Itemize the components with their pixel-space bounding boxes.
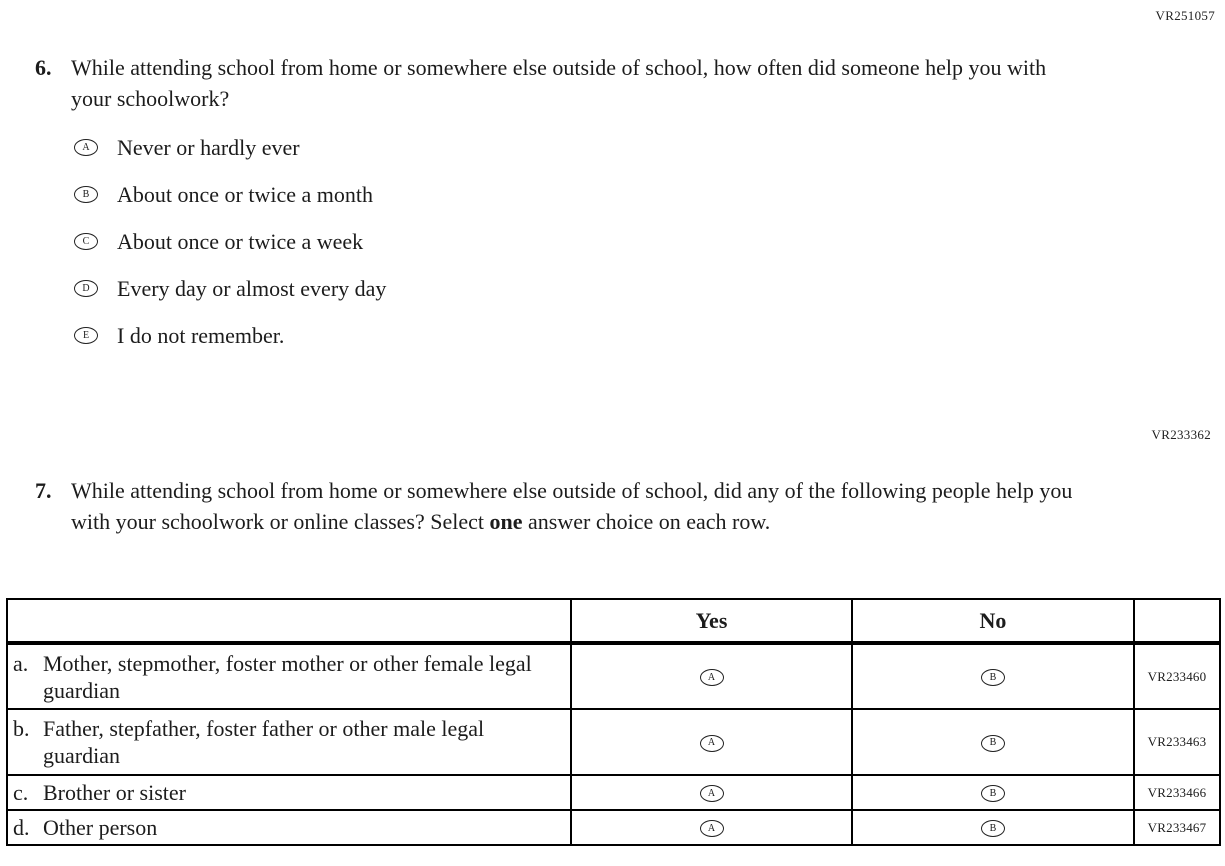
- question-7-table: [6, 598, 1221, 846]
- question-6-options: [74, 124, 386, 359]
- row-b-text: Father, stepfather, foster father or other male legal guardian: [43, 716, 485, 768]
- row-a-yes-bubble-icon[interactable]: A: [700, 669, 724, 686]
- row-d-yes-bubble-icon[interactable]: A: [700, 820, 724, 837]
- question-7-text-part1: While attending school from home or somewhere else outside of school, did any of the following people help you with your schoolwork or online classes? Select: [71, 478, 1073, 534]
- header-yes: Yes: [571, 599, 852, 643]
- header-no: No: [852, 599, 1134, 643]
- row-c-code: VR233466: [1134, 775, 1220, 810]
- row-b-no-bubble-icon[interactable]: B: [981, 735, 1005, 752]
- option-e[interactable]: [74, 312, 386, 359]
- row-a-yes-cell[interactable]: [571, 643, 852, 709]
- row-b-code: VR233463: [1134, 709, 1220, 775]
- row-b-yes-cell[interactable]: [571, 709, 852, 775]
- row-a-label-cell: [7, 643, 571, 709]
- question-7: [35, 475, 1089, 537]
- row-c-yes-cell[interactable]: [571, 775, 852, 810]
- answer-bubble-c-icon[interactable]: C: [74, 233, 98, 250]
- question-7-text: [71, 475, 1089, 537]
- answer-bubble-a-icon[interactable]: A: [74, 139, 98, 156]
- header-code-cell: [1134, 599, 1220, 643]
- question-6: [35, 52, 1089, 114]
- table-row-a: [7, 643, 1220, 709]
- table-row-c: [7, 775, 1220, 810]
- option-c-label: About once or twice a week: [117, 228, 364, 254]
- question-7-number: 7.: [35, 478, 52, 503]
- row-a-code: VR233460: [1134, 643, 1220, 709]
- form-code-top: VR251057: [1155, 8, 1215, 23]
- row-c-yes-bubble-icon[interactable]: A: [700, 785, 724, 802]
- table-header-row: [7, 599, 1220, 643]
- row-c-text: Brother or sister: [43, 780, 186, 805]
- option-a[interactable]: [74, 124, 386, 171]
- row-d-yes-cell[interactable]: [571, 810, 852, 845]
- row-d-letter: d.: [13, 815, 30, 840]
- table-row-d: [7, 810, 1220, 845]
- table-row-b: [7, 709, 1220, 775]
- row-a-text: Mother, stepmother, foster mother or other female legal guardian: [43, 650, 532, 703]
- option-a-label: Never or hardly ever: [117, 134, 300, 160]
- header-empty-cell: [7, 599, 571, 643]
- question-6-text: While attending school from home or somewhere else outside of school, how often did someone help you with your schoolwork?: [71, 55, 1047, 111]
- row-d-text: Other person: [43, 815, 158, 840]
- option-e-label: I do not remember.: [117, 322, 285, 348]
- question-7-text-part2: answer choice on each row.: [522, 509, 771, 534]
- row-c-label-cell: [7, 775, 571, 810]
- row-c-no-cell[interactable]: [852, 775, 1134, 810]
- row-d-no-bubble-icon[interactable]: B: [981, 820, 1005, 837]
- option-d[interactable]: [74, 265, 386, 312]
- row-c-letter: c.: [13, 780, 29, 805]
- option-b[interactable]: [74, 171, 386, 218]
- question-6-number: 6.: [35, 55, 52, 80]
- row-a-no-bubble-icon[interactable]: B: [981, 669, 1005, 686]
- option-b-label: About once or twice a month: [117, 181, 373, 207]
- answer-bubble-b-icon[interactable]: B: [74, 186, 98, 203]
- option-d-label: Every day or almost every day: [117, 275, 387, 301]
- row-a-letter: a.: [13, 650, 29, 676]
- row-a-no-cell[interactable]: [852, 643, 1134, 709]
- row-d-no-cell[interactable]: [852, 810, 1134, 845]
- row-b-letter: b.: [13, 716, 30, 741]
- question-7-bold-word: one: [489, 509, 523, 534]
- row-d-label-cell: [7, 810, 571, 845]
- row-c-no-bubble-icon[interactable]: B: [981, 785, 1005, 802]
- row-b-no-cell[interactable]: [852, 709, 1134, 775]
- row-b-yes-bubble-icon[interactable]: A: [700, 735, 724, 752]
- answer-bubble-d-icon[interactable]: D: [74, 280, 98, 297]
- row-b-label-cell: [7, 709, 571, 775]
- answer-bubble-e-icon[interactable]: E: [74, 327, 98, 344]
- option-c[interactable]: [74, 218, 386, 265]
- form-code-mid: VR233362: [1151, 427, 1211, 442]
- row-d-code: VR233467: [1134, 810, 1220, 845]
